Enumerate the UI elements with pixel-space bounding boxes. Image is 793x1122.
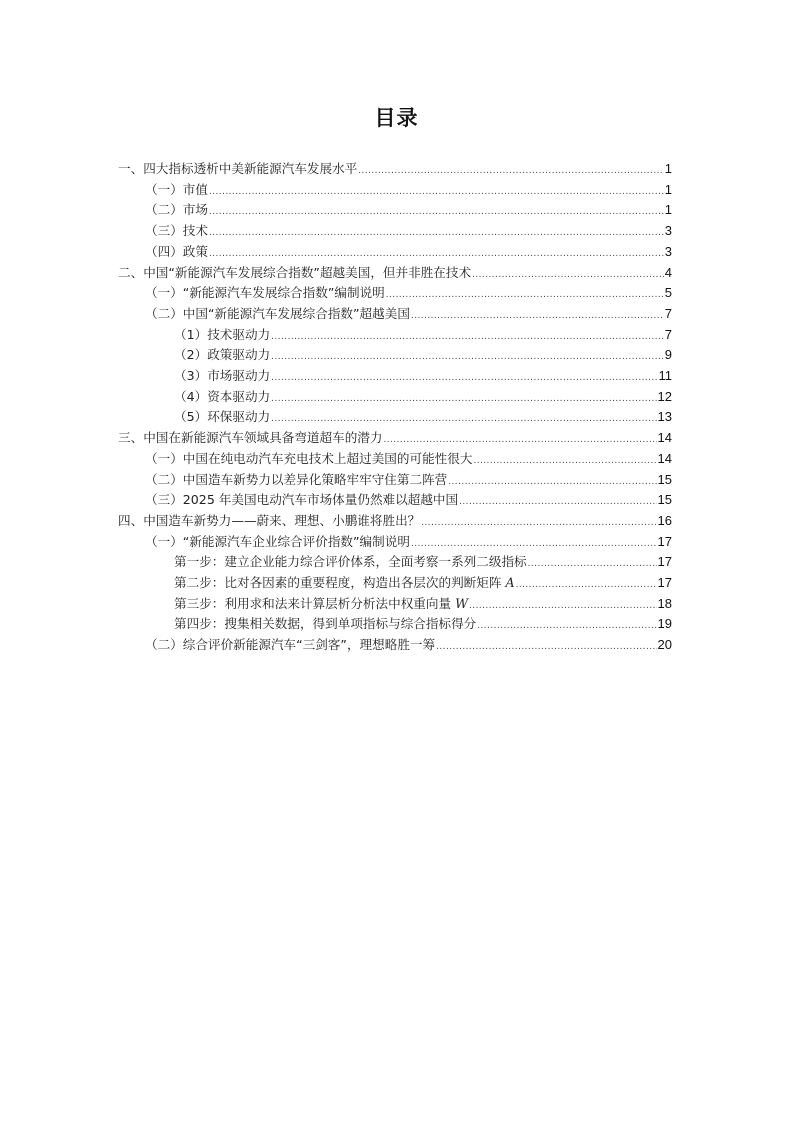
toc-entry-label: （一）市值 [145,181,208,197]
dot-leader [209,185,664,199]
dot-leader [209,247,664,261]
toc-page-number: 7 [664,326,672,342]
dot-leader [271,412,656,426]
dot-leader [477,619,656,633]
dot-leader [411,537,657,551]
toc-entry[interactable] [145,222,672,240]
toc-page-number: 17 [657,554,672,570]
dot-leader [448,475,656,489]
toc-page-number: 4 [664,264,672,280]
dot-leader [472,268,664,282]
toc-entry[interactable] [118,264,672,282]
dot-leader [516,578,657,592]
toc-entry[interactable] [145,491,672,509]
toc-title: 目录 [374,106,419,130]
toc-page-number: 5 [664,285,672,301]
toc-entry-label: （三）技术 [145,223,208,239]
toc-page-number: 19 [657,616,672,632]
toc-entry[interactable] [145,305,672,323]
toc-page-number: 13 [657,409,672,425]
dot-leader [459,495,656,509]
toc-page-number: 12 [657,388,672,404]
dot-leader [271,392,656,406]
toc-entry[interactable] [145,533,672,551]
toc-entry[interactable] [145,471,672,489]
toc-page-number: 7 [664,305,672,321]
toc-entry-text: 第三步：利用求和法来计算层析分析法中权重向量 [174,595,456,611]
toc-entry-label [174,595,468,613]
dot-leader [358,164,663,178]
toc-entry[interactable] [174,388,672,406]
dot-leader [209,226,664,240]
toc-page-number: 15 [657,471,672,487]
toc-entry[interactable] [174,346,672,364]
toc-page-number: 14 [657,430,672,446]
dot-leader [271,371,657,385]
toc-entry-label: 第四步：搜集相关数据，得到单项指标与综合指标得分 [174,616,477,632]
toc-entry-label: （一）“新能源汽车发展综合指数”编制说明 [145,285,385,301]
dot-leader [271,330,664,344]
toc-page-number: 20 [657,637,672,653]
toc-entry[interactable] [118,160,672,178]
toc-page-number: 16 [657,512,672,528]
toc-entry-label: （一）“新能源汽车企业综合评价指数”编制说明 [145,533,410,549]
toc-page-number: 1 [664,161,672,176]
toc-entry-label: 一、四大指标透析中美新能源汽车发展水平 [118,161,358,176]
toc-entry[interactable] [118,429,672,447]
dot-leader [469,599,657,613]
toc-entry[interactable] [145,284,672,302]
toc-entry-label [174,574,515,592]
toc-entry[interactable] [145,181,672,199]
toc-page-number: 3 [664,243,672,259]
toc-page-number: 17 [657,575,672,590]
toc-entry-label: （二）中国造车新势力以差异化策略牢牢守住第二阵营 [145,471,448,487]
toc-page-number: 9 [664,347,672,363]
vector-variable: W [455,595,469,611]
toc-entry[interactable] [174,574,672,592]
toc-entry[interactable] [174,595,672,613]
toc-entry[interactable] [145,450,672,468]
toc-entry[interactable] [145,243,672,261]
dot-leader [271,350,664,364]
toc-entry-label: （二）中国“新能源汽车发展综合指数”超越美国 [145,305,410,321]
toc-entry-label: （5）环保驱动力 [174,409,271,425]
toc-entry-label: 四、中国造车新势力——蔚来、理想、小鹏谁将胜出？ [118,512,421,528]
toc-entry[interactable] [174,408,672,426]
dot-leader [528,557,657,571]
toc-page-number: 1 [664,181,672,197]
toc-entry[interactable] [145,201,672,219]
dot-leader [421,516,656,530]
dot-leader [473,454,656,468]
toc-entry-label: （1）技术驱动力 [174,326,271,342]
toc-entry[interactable] [174,367,672,385]
toc-entry[interactable] [174,615,672,633]
dot-leader [383,433,656,447]
toc-entry[interactable] [145,636,672,654]
toc-entry-label: （3）市场驱动力 [174,368,271,383]
dot-leader [209,205,664,219]
dot-leader [386,288,664,302]
toc-page-number: 11 [658,368,672,383]
dot-leader [436,640,656,654]
toc-page-number: 17 [657,533,672,549]
toc-page-number: 15 [657,492,672,508]
toc-entry-label: 第一步：建立企业能力综合评价体系，全面考察一系列二级指标 [174,554,527,570]
toc-entry-label: （二）市场 [145,202,208,218]
toc-page-number: 1 [664,202,672,218]
dot-leader [411,309,664,323]
toc-entry[interactable] [174,553,672,571]
toc-entry-label: （4）资本驱动力 [174,388,271,404]
toc-page-number: 3 [664,223,672,239]
toc-entry-label: （三）2025 年美国电动汽车市场体量仍然难以超越中国 [145,492,459,508]
toc-entry-label: （二）综合评价新能源汽车“三剑客”，理想略胜一筹 [145,637,436,653]
toc-entry-label: 三、中国在新能源汽车领域具备弯道超车的潜力 [118,430,383,446]
matrix-variable: A [505,575,515,590]
toc-entry-label: （2）政策驱动力 [174,347,271,363]
toc-page-number: 18 [657,595,672,611]
toc-entry-label: （四）政策 [145,243,208,259]
toc-entry-text: 第二步：比对各因素的重要程度，构造出各层次的判断矩阵 [174,575,506,590]
toc-entry-label: 二、中国“新能源汽车发展综合指数”超越美国，但并非胜在技术 [118,264,472,280]
toc-entry[interactable] [118,512,672,530]
toc-entry[interactable] [174,326,672,344]
toc-entry-label: （一）中国在纯电动汽车充电技术上超过美国的可能性很大 [145,450,473,466]
toc-page-number: 14 [657,450,672,466]
